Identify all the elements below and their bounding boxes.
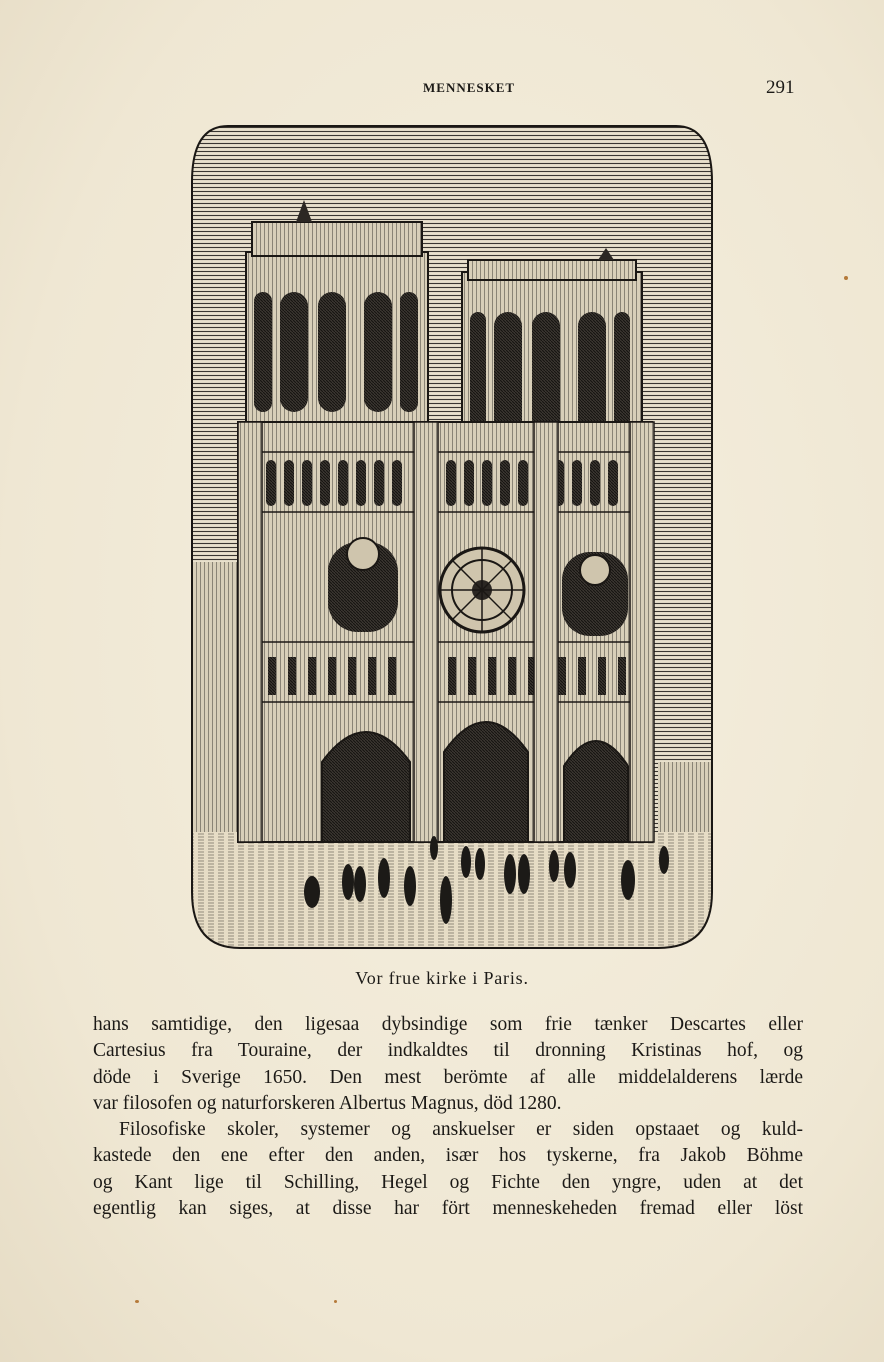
running-title: MENNESKET — [423, 80, 516, 95]
paper-speck — [844, 276, 848, 280]
text-line: hans samtidige, den ligesaa dybsindige som frie tænker Descartes eller — [93, 1014, 803, 1035]
text-line: og Kant lige til Schilling, Hegel og Fichte den yngre, uden at det — [93, 1171, 803, 1193]
text-line: Cartesius fra Touraine, der indkaldtes til dronning Kristinas hof, og — [93, 1040, 803, 1062]
text-line: var filosofen og naturforskeren Albertus Magnus, död 1280. — [93, 1092, 562, 1114]
text-line: kastede den ene efter den anden, især hos tyskerne, fra Jakob Böhme — [93, 1145, 803, 1167]
running-head — [0, 77, 884, 100]
text-line: döde i Sverige 1650. Den mest berömte af alle middelalderens lærde — [93, 1066, 803, 1088]
text-line: Filosofiske skoler, systemer og anskuelser er siden opstaaet og kuld- — [119, 1119, 803, 1141]
figure-caption: Vor frue kirke i Paris. — [355, 968, 529, 988]
page-number: 291 — [766, 77, 795, 98]
paper-speck — [334, 1300, 337, 1303]
body-text — [93, 1012, 803, 1222]
paper-speck — [135, 1300, 139, 1303]
text-line: egentlig kan siges, at disse har fört menneskeheden fremad eller löst — [93, 1198, 803, 1220]
cathedral-engraving — [188, 122, 716, 954]
